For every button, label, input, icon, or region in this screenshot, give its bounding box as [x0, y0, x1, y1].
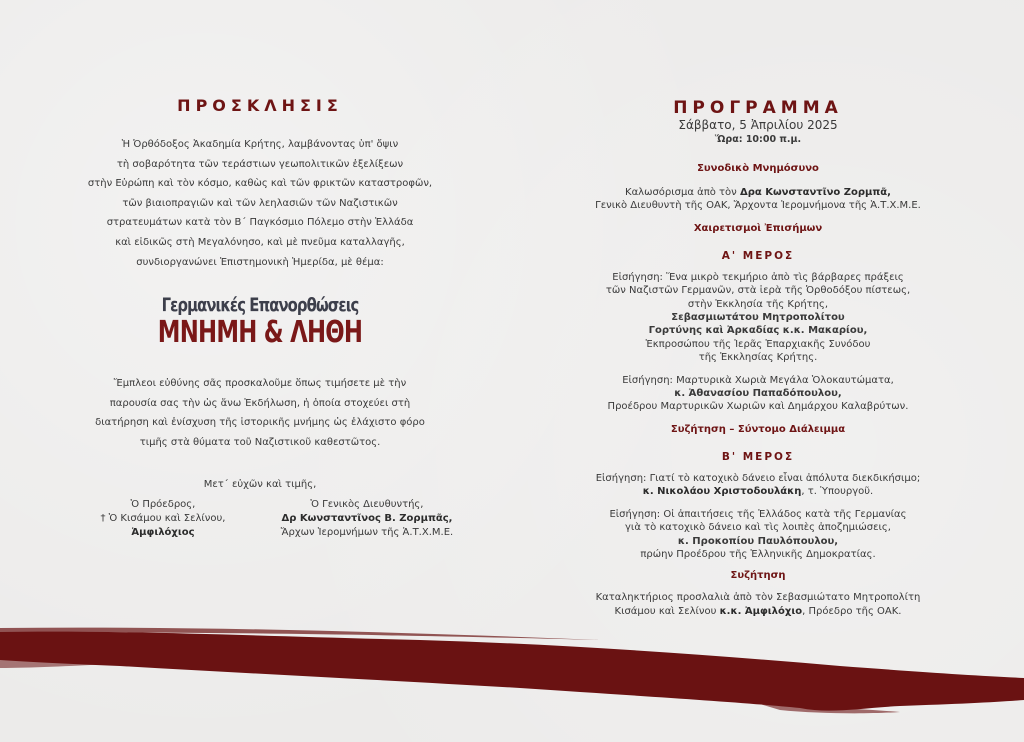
talk-speaker: κ. Νικολάου Χριστοδουλάκη [642, 486, 802, 498]
signatory-president [88, 498, 238, 540]
signatory-role: Ὁ Πρόεδρος, [130, 498, 196, 510]
welcome-prefix: Καλωσόρισμα ἀπὸ τὸν [625, 187, 740, 198]
intro-line: συνδιοργανώνει Ἐπιστημονικὴ Ἡμερίδα, μὲ θέμα: [136, 256, 384, 268]
body-line: Ἔμπλεοι εὐθύνης σᾶς προσκαλοῦμε ὅπως τιμήσετε μὲ τὴν [113, 378, 407, 390]
part-a-heading: Α' ΜΕΡΟΣ [721, 249, 795, 262]
talk-line: γιὰ τὸ κατοχικὸ δάνειο καὶ τὶς λοιπὲς ἀποζημιώσεις, [625, 522, 891, 534]
intro-line: Ἡ Ὀρθόδοξος Ἀκαδημία Κρήτης, λαμβάνοντας ὑπ' ὄψιν [121, 139, 399, 150]
welcome-line [530, 186, 986, 199]
talk-speaker: Γορτύνης καὶ Ἀρκαδίας κ.κ. Μακαρίου, [648, 325, 868, 337]
talk-speaker-suffix: , τ. Ὑπουργοῦ. [801, 486, 874, 498]
closing-speaker: κ.κ. Ἀμφιλόχιο [719, 605, 803, 617]
talk-1 [530, 271, 986, 365]
part-b-heading: Β' ΜΕΡΟΣ [721, 450, 795, 463]
brush-stroke-decoration [0, 626, 1024, 742]
talk-speaker: Σεβασμιωτάτου Μητροπολίτου [671, 312, 845, 324]
talk-line: τῶν Ναζιστῶν Γερμανῶν, στὰ ἱερὰ τῆς Ὀρθοδόξου πίστεως, [605, 285, 911, 297]
closing-prefix: Κισάμου καὶ Σελίνου [614, 605, 720, 617]
talk-line: στὴν Ἐκκλησία τῆς Κρήτης, [687, 298, 829, 310]
signatures [40, 498, 480, 546]
signatory-director [262, 498, 472, 540]
signatory-name: Δρ Κωνσταντῖνος Β. Ζορμπᾶς, [281, 512, 453, 524]
intro-line: τὴ σοβαρότητα τῶν τεράστιων γεωπολιτικῶν ἐξελίξεων [116, 158, 404, 170]
invitation-intro [40, 135, 480, 272]
discussion-break-heading: Συζήτηση – Σύντομο Διάλειμμα [670, 423, 846, 435]
welcome-line-2: Γενικὸ Διευθυντὴ τῆς ΟΑΚ, Ἄρχοντα Ἱερομνήμονα τῆς Ἁ.Τ.Χ.Μ.Ε. [595, 200, 921, 212]
talk-2 [530, 374, 986, 414]
body-line: διατήρηση καὶ ἐνίσχυση τῆς ἱστορικῆς μνήμης ὡς ἐλάχιστο φόρο [95, 417, 425, 429]
invitation-title: ΠΡΟΣΚΛΗΣΙΣ [177, 96, 343, 115]
talk-line: πρώην Προέδρου τῆς Ἑλληνικῆς Δημοκρατίας. [640, 548, 876, 560]
talk-line: Προέδρου Μαρτυρικῶν Χωριῶν καὶ Δημάρχου Καλαβρύτων. [607, 401, 909, 413]
memorial-heading: Συνοδικὸ Μνημόσυνο [697, 163, 819, 174]
signatory-title: Ἄρχων Ἱερομνήμων τῆς Ἁ.Τ.Χ.Μ.Ε. [280, 526, 454, 538]
body-line: τιμῆς στὰ θύματα τοῦ Ναζιστικοῦ καθεστῶτος. [139, 436, 381, 448]
talk-line: τῆς Ἐκκλησίας Κρήτης. [698, 352, 818, 364]
closing-address [530, 591, 986, 618]
talk-speaker-line [530, 485, 986, 498]
welcome-speaker: Δρα Κωνσταντῖνο Ζορμπᾶ, [739, 187, 891, 198]
invitation-body [40, 374, 480, 452]
signatory-title: † Ὁ Κισάμου καὶ Σελίνου, [100, 512, 226, 524]
talk-line: Εἰσήγηση: Οἱ ἀπαιτήσεις τῆς Ἑλλάδος κατὰ τῆς Γερμανίας [609, 508, 907, 520]
signatory-name: Ἀμφιλόχιος [131, 526, 195, 538]
theme-logo [40, 294, 480, 350]
welcome-block [530, 186, 986, 213]
intro-line: καὶ εἰδικῶς στὴ Μεγαλόνησο, καὶ μὲ πνεῦμα καταλλαγῆς, [115, 236, 405, 248]
talk-4 [530, 508, 986, 562]
talk-3 [530, 472, 986, 499]
intro-line: στρατευμάτων κατὰ τὸν Β΄ Παγκόσμιο Πόλεμο στὴν Ἑλλάδα [106, 217, 414, 229]
closing-greeting: Μετ΄ εὐχῶν καὶ τιμῆς, [203, 478, 317, 490]
closing-line: Καταληκτήριος προσλαλιὰ ἀπὸ τὸν Σεβασμιώτατο Μητροπολίτη [595, 592, 921, 604]
discussion-heading: Συζήτηση [730, 570, 786, 582]
signatory-role: Ὁ Γενικὸς Διευθυντής, [310, 498, 424, 510]
talk-line: Εἰσήγηση: Ἕνα μικρὸ τεκμήριο ἀπὸ τὶς βάρβαρες πράξεις [612, 271, 904, 283]
talk-line: Εἰσήγηση: Γιατί τὸ κατοχικὸ δάνειο εἶναι ἀπόλυτα διεκδικήσιμο; [595, 472, 921, 484]
body-line: παρουσία σας τὴν ὡς ἄνω Ἐκδήλωση, ἡ ὁποία στοχεύει στὴ [109, 397, 411, 409]
program-date: Σάββατο, 5 Ἀπριλίου 2025 [678, 118, 838, 132]
closing-line-2 [530, 605, 986, 618]
program-title: ΠΡΟΓΡΑΜΜΑ [673, 98, 843, 118]
theme-title: ΜΝΗΜΗ & ΛΗΘΗ [157, 315, 363, 351]
talk-speaker: κ. Ἀθανασίου Παπαδόπουλου, [674, 388, 842, 400]
program-panel [530, 98, 986, 618]
intro-line: στὴν Εὐρώπη καὶ τὸν κόσμο, καθὼς καὶ τῶν φρικτῶν καταστροφῶν, [87, 178, 433, 190]
closing-suffix: , Πρόεδρο τῆς ΟΑΚ. [802, 605, 902, 617]
invitation-panel [40, 96, 480, 546]
talk-speaker: κ. Προκοπίου Παυλόπουλου, [677, 535, 839, 547]
talk-line: Εἰσήγηση: Μαρτυρικὰ Χωριὰ Μεγάλα Ὁλοκαυτώματα, [622, 374, 894, 386]
talk-line: Ἐκπροσώπου τῆς Ἱερᾶς Ἐπαρχιακῆς Συνόδου [645, 338, 871, 350]
theme-subtitle: Γερμανικές Επανορθώσεις [161, 294, 359, 317]
greetings-heading: Χαιρετισμοὶ Ἐπισήμων [693, 222, 823, 234]
program-time: Ὥρα: 10:00 π.μ. [714, 134, 802, 145]
intro-line: τῶν βιαιοπραγιῶν καὶ τῶν λεηλασιῶν τῶν Ναζιστικῶν [122, 197, 398, 209]
